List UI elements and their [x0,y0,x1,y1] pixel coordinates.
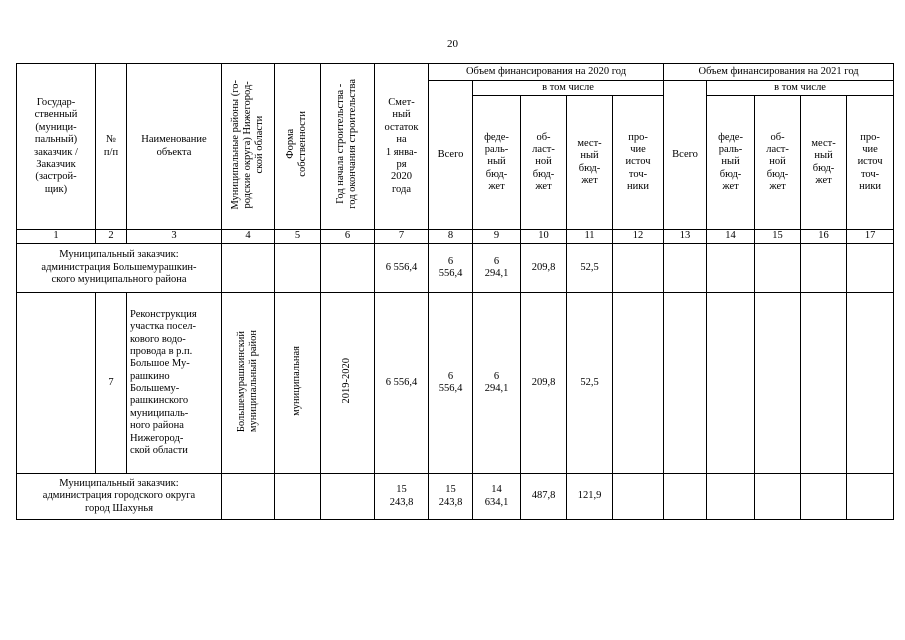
regional-2020-value: 487,8 [521,474,567,520]
header-estimate-balance: Смет- ный остаток на 1 янва- ря 2020 года [375,64,429,230]
local-2020-value: 52,5 [567,244,613,293]
column-number: 16 [801,230,847,244]
customer-label: Муниципальный заказчик: администрация городского округа город Шахунья [17,474,222,520]
object-ownership: муниципальная [291,345,303,416]
header-number: № п/п [96,64,127,230]
total-2020-value: 6 556,4 [429,244,473,293]
estimate-value: 15 243,8 [375,474,429,520]
header-regional-2020: об- ласт- ной бюд- жет [521,96,567,230]
object-district: Большемурашкинский муниципальный район [235,329,259,432]
column-number: 5 [275,230,321,244]
object-years: 2019-2020 [341,358,353,404]
header-total-2021: Всего [664,81,707,230]
local-2020-value: 121,9 [567,474,613,520]
estimate-value: 6 556,4 [375,244,429,293]
regional-2020-value: 209,8 [521,293,567,474]
column-number: 6 [321,230,375,244]
estimate-value: 6 556,4 [375,293,429,474]
federal-2020-value: 6 294,1 [473,244,521,293]
column-number: 17 [847,230,894,244]
column-number: 8 [429,230,473,244]
column-number: 14 [707,230,755,244]
table-row [17,474,894,520]
header-other-2020: про- чие источ точ- ники [613,96,664,230]
total-2020-value: 15 243,8 [429,474,473,520]
local-2020-value: 52,5 [567,293,613,474]
column-number: 2 [96,230,127,244]
column-number: 4 [222,230,275,244]
header-local-2021: мест- ный бюд- жет [801,96,847,230]
header-including-2020: в том числе [473,81,664,96]
object-name: Реконструкция участка посел- кового водо- провода в р.п. Большое Му- рашкино Большему- рашкинского муниципаль- ного района Нижегород- ской области [127,293,222,474]
header-other-2021: про- чие источ точ- ники [847,96,894,230]
header-total-2020: Всего [429,81,473,230]
header-regional-2021: об- ласт- ной бюд- жет [755,96,801,230]
column-number: 11 [567,230,613,244]
page-number: 20 [447,38,458,50]
total-2020-value: 6 556,4 [429,293,473,474]
header-financing-2021: Объем финансирования на 2021 год [664,64,894,81]
header-financing-2020: Объем финансирования на 2020 год [429,64,664,81]
column-number: 13 [664,230,707,244]
column-number: 12 [613,230,664,244]
column-number: 15 [755,230,801,244]
header-construction-years: Год начала строительства - год окончания строительства [335,79,359,210]
header-customer: Государ- ственный (муници- пальный) заказчик / Заказчик (застрой- щик) [17,64,96,230]
header-local-2020: мест- ный бюд- жет [567,96,613,230]
header-object-name: Наименование объекта [127,64,222,230]
construction-financing-table [16,63,894,520]
column-number: 9 [473,230,521,244]
header-ownership: Форма собственности [285,111,309,178]
object-number: 7 [96,293,127,474]
federal-2020-value: 14 634,1 [473,474,521,520]
header-federal-2020: феде- раль- ный бюд- жет [473,96,521,230]
column-numbers-row [17,230,894,244]
column-number: 1 [17,230,96,244]
federal-2020-value: 6 294,1 [473,293,521,474]
column-number: 3 [127,230,222,244]
column-number: 10 [521,230,567,244]
table-row [17,293,894,474]
header-districts: Муниципальные районы (го- родские округа) Нижегород- ской области [229,79,266,210]
table-row [17,244,894,293]
header-including-2021: в том числе [707,81,894,96]
regional-2020-value: 209,8 [521,244,567,293]
header-federal-2021: феде- раль- ный бюд- жет [707,96,755,230]
column-number: 7 [375,230,429,244]
customer-label: Муниципальный заказчик: администрация Большемурашкин- ского муниципального района [17,244,222,293]
